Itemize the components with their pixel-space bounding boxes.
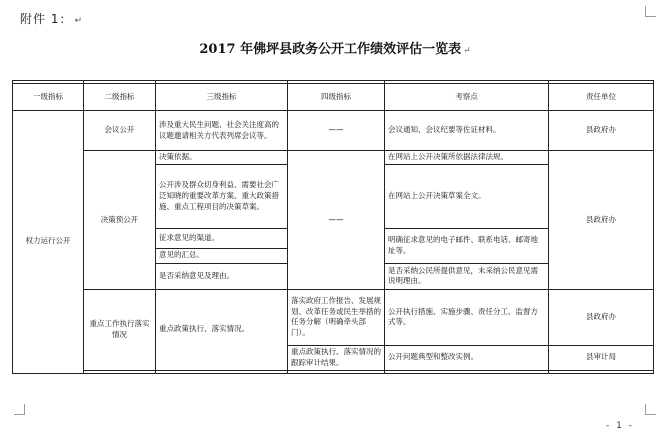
level4-cell: 落实政府工作报告、发展规划、改革任务或民生举措的任务分解（明确牵头部门）。 (288, 289, 385, 345)
responsible-unit-cell: 县政府办 (549, 111, 654, 151)
check-point-cell: 是否采纳公民所提供意见，未采纳公民意见需说明理由。 (385, 263, 549, 289)
header-check-point: 考察点 (385, 84, 549, 111)
table-bottom-spacer (13, 370, 654, 373)
level3-cell: 涉及重大民生问题、社会关注度高的议题邀请相关方代表列席会议等。 (156, 111, 288, 151)
header-level4: 四级指标 (288, 84, 385, 111)
level3-cell: 决策依据。 (156, 151, 288, 165)
header-level1: 一级指标 (13, 84, 84, 111)
evaluation-table (12, 80, 654, 374)
level2-cell: 重点工作执行落实情况 (84, 289, 156, 370)
level2-cell: 会议公开 (84, 111, 156, 151)
crop-mark-bottom-right (645, 404, 656, 415)
header-responsible-unit: 责任单位 (549, 84, 654, 111)
header-level2: 二级指标 (84, 84, 156, 111)
level3-cell: 是否采纳意见及理由。 (156, 263, 288, 289)
check-point-cell: 公开问题典型和整改实例。 (385, 345, 549, 370)
check-point-cell: 在网站上公开决策草案全文。 (385, 164, 549, 228)
attachment-label-line (20, 10, 83, 27)
level3-cell: 意见的汇总。 (156, 248, 288, 263)
level4-cell: —— (288, 151, 385, 290)
crop-mark-top-right (645, 6, 656, 17)
table-header-row (13, 84, 654, 111)
responsible-unit-cell: 县政府办 (549, 151, 654, 290)
table-row (13, 151, 654, 165)
document-title-line (0, 38, 670, 57)
paragraph-mark: ↵ (74, 16, 83, 26)
check-point-cell: 会议通知、会议纪要等佐证材料。 (385, 111, 549, 151)
page-number: - 1 - (606, 421, 634, 431)
check-point-cell: 公开执行措施、实施步骤、责任分工、监督方式等。 (385, 289, 549, 345)
level3-cell: 征求意见的渠道。 (156, 228, 288, 248)
level3-cell: 重点政策执行、落实情况。 (156, 289, 288, 370)
attachment-label: 附件 1： (20, 12, 73, 26)
check-point-cell: 明确征求意见的电子邮件、联系电话、邮寄地址等。 (385, 228, 549, 263)
responsible-unit-cell: 县审计局 (549, 345, 654, 370)
responsible-unit-cell: 县政府办 (549, 289, 654, 345)
level4-cell: —— (288, 111, 385, 151)
crop-mark-bottom-left (14, 404, 25, 415)
check-point-cell: 在网站上公开决策所依据法律法规。 (385, 151, 549, 165)
level4-cell: 重点政策执行、落实情况的跟踪审计结果。 (288, 345, 385, 370)
table-row (13, 111, 654, 151)
level3-cell: 公开涉及群众切身利益、需要社会广泛知晓的重要改革方案、重大政策措施、重点工程项目的决策草案。 (156, 164, 288, 228)
table-row (13, 289, 654, 345)
paragraph-mark: ↵ (463, 46, 471, 56)
header-level3: 三级指标 (156, 84, 288, 111)
document-title: 2017 年佛坪县政务公开工作绩效评估一览表 (199, 42, 462, 57)
level1-cell: 权力运行公开 (13, 111, 84, 374)
level2-cell: 决策预公开 (84, 151, 156, 290)
